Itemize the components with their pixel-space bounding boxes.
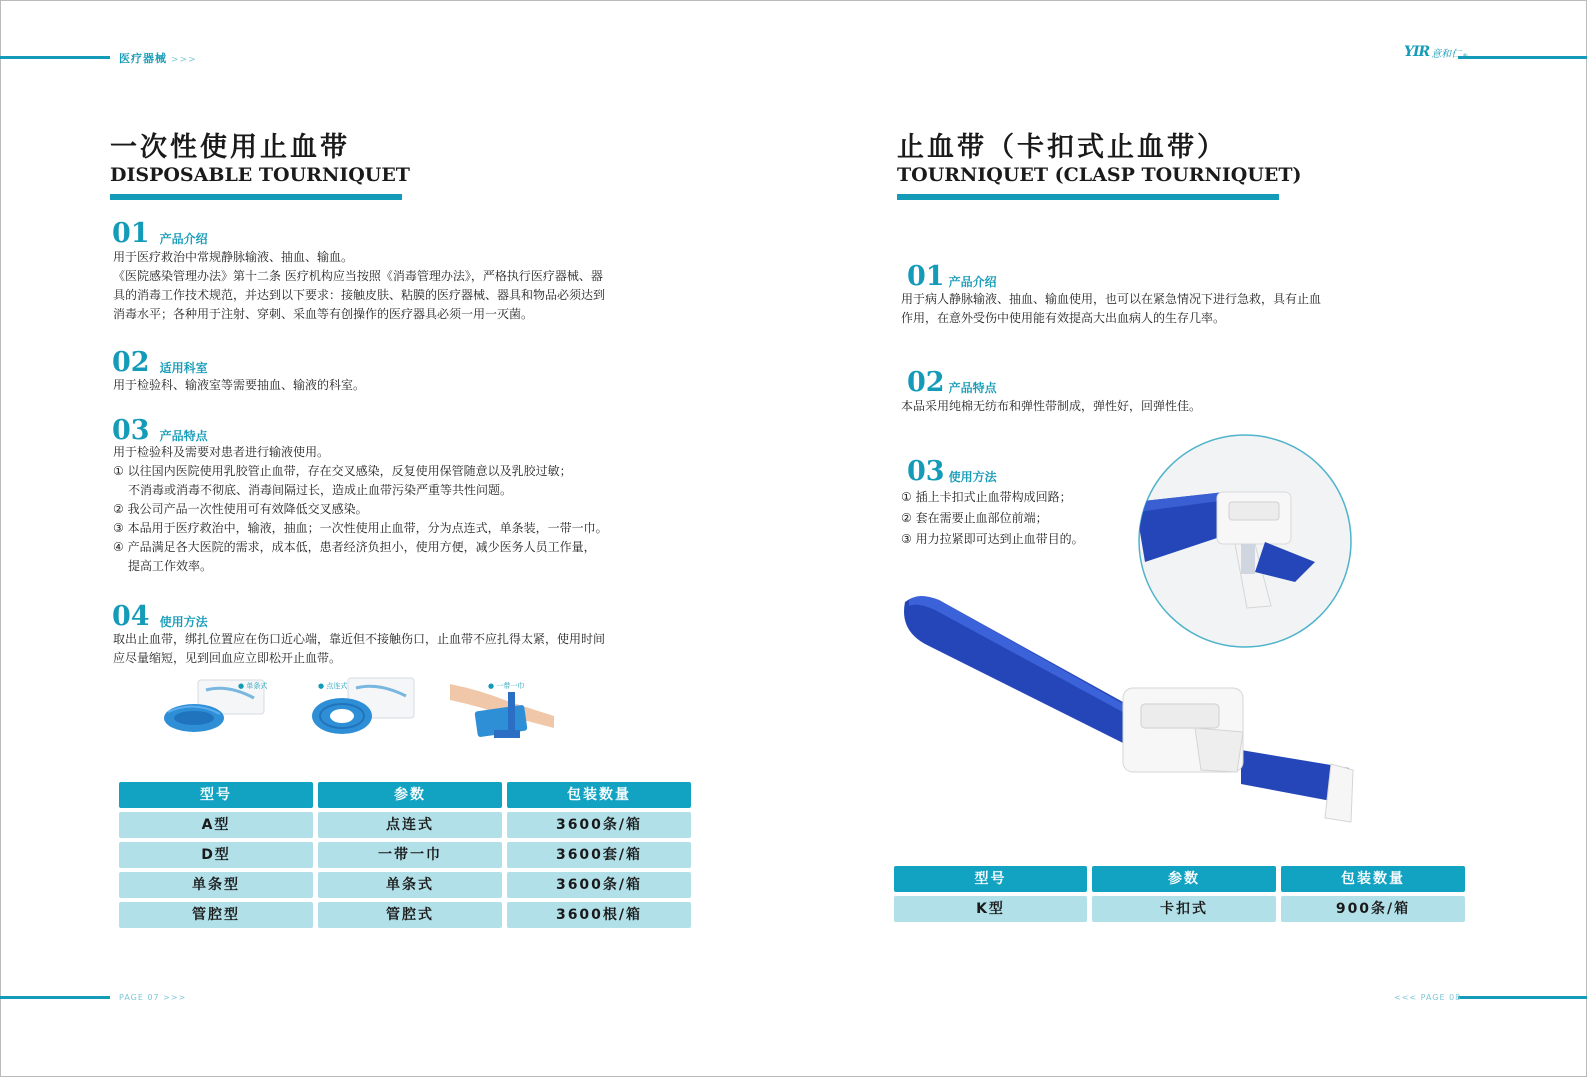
table-cell: 卡扣式 — [1092, 896, 1276, 922]
left-section-04-body: 取出止血带，绑扎位置应在伤口近心端，靠近但不接触伤口，止血带不应扎得太紧，使用时间 应尽量缩短，见到回血应立即松开止血带。 — [113, 632, 606, 665]
table-cell: D型 — [119, 842, 313, 868]
table-header: 参数 — [318, 782, 502, 808]
table-header: 型号 — [119, 782, 313, 808]
left-title-bar — [110, 194, 402, 200]
page-number-right: <<< PAGE 08 — [1394, 993, 1462, 1002]
table-cell: 3600套/箱 — [507, 842, 691, 868]
right-section-02-body: 本品采用纯棉无纺布和弹性带制成，弹性好，回弹性佳。 — [901, 399, 1202, 413]
thumb-label-towel: ● 一带一巾 — [488, 682, 525, 690]
table-cell: 一带一巾 — [318, 842, 502, 868]
company-logo: YIR 意和仁 ® — [1404, 44, 1469, 60]
right-spec-table — [894, 866, 1465, 922]
left-section-01-body: 用于医疗救治中常规静脉输液、抽血、输血。 《医院感染管理办法》第十二条 医疗机构应当按照《消毒管理办法》，严格执行医疗器械、器 具的消毒工作技术规范，并达到以下要求：接触皮肤、粘膜的医疗器械、器具和物品必须达到 消毒水平；各种用于注射、穿刺、采血等有创操作的医疗器具必须一用一灭菌。 — [113, 250, 606, 321]
table-cell: 单条式 — [318, 872, 502, 898]
table-cell: 3600条/箱 — [507, 872, 691, 898]
left-section-02-heading: 02 适用科室 — [112, 347, 208, 378]
thumb-label-single: ● 单条式 — [238, 682, 268, 690]
thumb-label-dot: ● 点连式 — [318, 682, 348, 690]
right-title-cn: 止血带（卡扣式止血带） — [897, 132, 1227, 163]
right-title-bar — [897, 194, 1279, 200]
footer-rule-left — [0, 996, 110, 999]
right-section-01-heading: 01 产品介绍 — [907, 261, 997, 292]
table-cell: 管腔型 — [119, 902, 313, 928]
footer-rule-right — [1458, 996, 1587, 999]
table-header: 包装数量 — [1281, 866, 1465, 892]
left-section-03-heading: 03 产品特点 — [112, 415, 208, 446]
right-title-en: TOURNIQUET (CLASP TOURNIQUET) — [897, 164, 1302, 186]
left-title-en: DISPOSABLE TOURNIQUET — [110, 164, 410, 186]
right-section-02-heading: 02 产品特点 — [907, 367, 997, 398]
section-label: 医疗器械 >>> — [119, 52, 197, 65]
clasp-tourniquet-product-image — [895, 432, 1375, 832]
right-section-03-body: ① 插上卡扣式止血带构成回路； ② 套在需要止血部位前端； ③ 用力拉紧即可达到止血带目的。 — [901, 490, 1084, 546]
right-section-01-body: 用于病人静脉输液、抽血、输血使用，也可以在紧急情况下进行急救，具有止血 作用，在意外受伤中使用能有效提高大出血病人的生存几率。 — [901, 292, 1322, 325]
table-header: 包装数量 — [507, 782, 691, 808]
right-section-03-heading: 03 使用方法 — [907, 456, 997, 487]
table-cell: 点连式 — [318, 812, 502, 838]
header-rule-right — [1458, 56, 1587, 59]
left-section-02-body: 用于检验科、输液室等需要抽血、输液的科室。 — [113, 378, 366, 392]
table-header: 参数 — [1092, 866, 1276, 892]
table-cell: K型 — [894, 896, 1087, 922]
left-section-03-body: 用于检验科及需要对患者进行输液使用。 ① 以往国内医院使用乳胶管止血带，存在交叉感染，反复使用保管随意以及乳胶过敏； 不消毒或消毒不彻底、消毒间隔过长，造成止血带污染严重等共性问题。 ② 我公司产品一次性使用可有效降低交叉感染。 ③ 本品用于医疗救治中，输液，抽血；一次性使用止血带，分为点连式，单条装，一带一巾。 ④ 产品满足各大医院的需求，成本低，患者经济负担小，使用方便，减少医务人员工作量， 提高工作效率。 — [113, 445, 608, 573]
left-spec-table — [119, 782, 691, 928]
left-section-04-heading: 04 使用方法 — [112, 601, 208, 632]
left-section-01-heading: 01 产品介绍 — [112, 218, 208, 249]
table-cell: 3600根/箱 — [507, 902, 691, 928]
table-cell: A型 — [119, 812, 313, 838]
table-header: 型号 — [894, 866, 1087, 892]
header-rule-left — [0, 56, 110, 59]
table-cell: 单条型 — [119, 872, 313, 898]
left-title-cn: 一次性使用止血带 — [110, 132, 350, 163]
table-cell: 管腔式 — [318, 902, 502, 928]
table-cell: 900条/箱 — [1281, 896, 1465, 922]
page-number-left: PAGE 07 >>> — [119, 993, 187, 1002]
table-cell: 3600条/箱 — [507, 812, 691, 838]
